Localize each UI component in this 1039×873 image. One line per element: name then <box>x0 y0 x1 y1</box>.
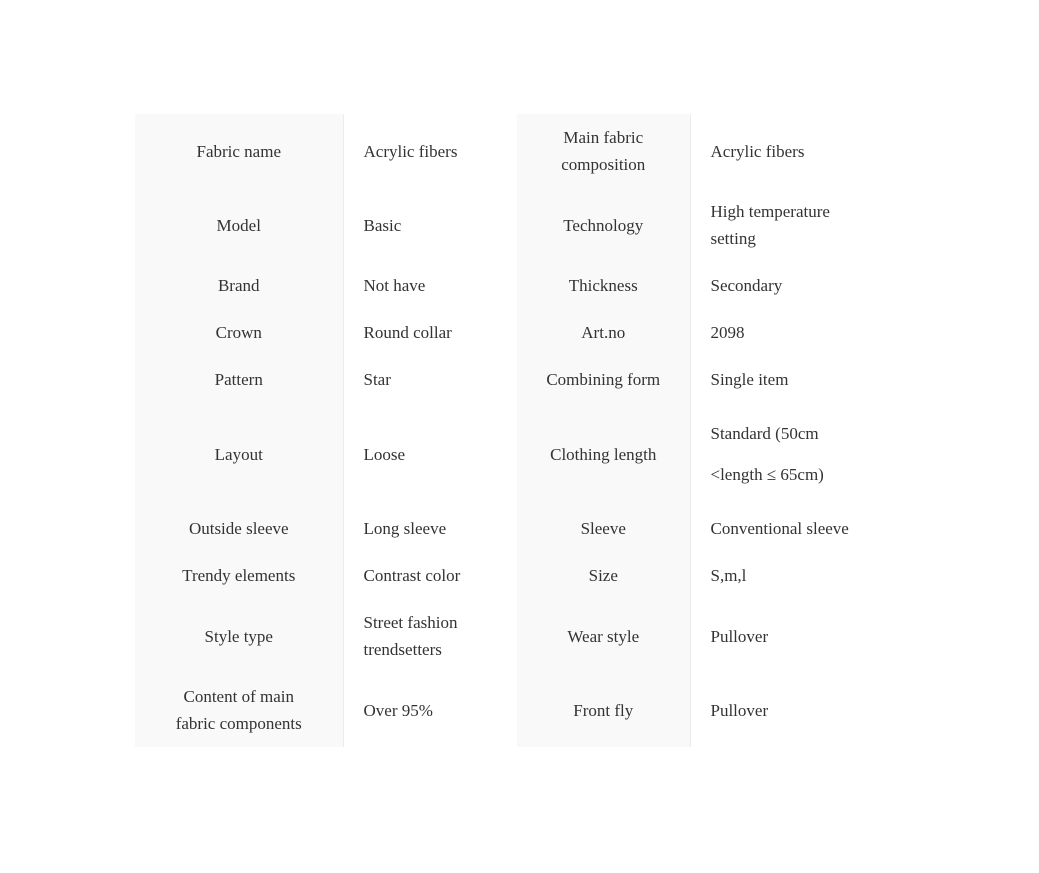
spec-label: Pattern <box>135 356 343 403</box>
spec-row-outside-sleeve <box>135 505 890 552</box>
spec-value: Street fashion trendsetters <box>343 599 517 673</box>
spec-value: Over 95% <box>343 673 517 747</box>
spec-value: Basic <box>343 188 517 262</box>
spec-value: Loose <box>343 403 517 505</box>
spec-row-brand <box>135 262 890 309</box>
spec-row-content-of-main-fabric <box>135 673 890 747</box>
spec-label: Crown <box>135 309 343 356</box>
spec-label: Main fabric composition <box>517 114 690 188</box>
spec-row-style-type <box>135 599 890 673</box>
spec-value: High temperature setting <box>690 188 890 262</box>
spec-label: Sleeve <box>517 505 690 552</box>
spec-value: Conventional sleeve <box>690 505 890 552</box>
spec-value: Pullover <box>690 599 890 673</box>
spec-row-trendy-elements <box>135 552 890 599</box>
spec-value: Single item <box>690 356 890 403</box>
spec-label: Model <box>135 188 343 262</box>
spec-label: Technology <box>517 188 690 262</box>
spec-value: Acrylic fibers <box>343 114 517 188</box>
spec-value: Secondary <box>690 262 890 309</box>
spec-label: Outside sleeve <box>135 505 343 552</box>
spec-label: Combining form <box>517 356 690 403</box>
spec-label: Thickness <box>517 262 690 309</box>
spec-row-layout <box>135 403 890 505</box>
spec-label: Clothing length <box>517 403 690 505</box>
spec-row-model <box>135 188 890 262</box>
spec-value: Contrast color <box>343 552 517 599</box>
product-spec-table <box>135 114 890 747</box>
spec-row-fabric-name <box>135 114 890 188</box>
spec-value: Acrylic fibers <box>690 114 890 188</box>
spec-row-crown <box>135 309 890 356</box>
spec-label: Style type <box>135 599 343 673</box>
spec-label: Brand <box>135 262 343 309</box>
spec-row-pattern <box>135 356 890 403</box>
spec-table-body <box>135 114 890 747</box>
spec-value: Star <box>343 356 517 403</box>
spec-label: Art.no <box>517 309 690 356</box>
spec-label: Content of main fabric components <box>135 673 343 747</box>
spec-value: Pullover <box>690 673 890 747</box>
spec-label: Front fly <box>517 673 690 747</box>
spec-value: Round collar <box>343 309 517 356</box>
spec-value: Standard (50cm <length ≤ 65cm) <box>690 403 890 505</box>
spec-label: Layout <box>135 403 343 505</box>
spec-label: Wear style <box>517 599 690 673</box>
spec-label: Size <box>517 552 690 599</box>
spec-label: Fabric name <box>135 114 343 188</box>
spec-label: Trendy elements <box>135 552 343 599</box>
spec-value: S,m,l <box>690 552 890 599</box>
spec-value: Long sleeve <box>343 505 517 552</box>
spec-value: Not have <box>343 262 517 309</box>
spec-value: 2098 <box>690 309 890 356</box>
